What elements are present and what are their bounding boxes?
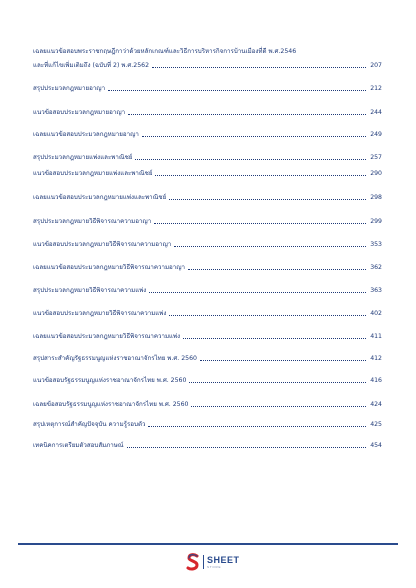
dot-leader xyxy=(128,114,366,115)
dot-leader xyxy=(154,223,366,224)
toc-entry xyxy=(33,287,382,295)
toc-page-number: 416 xyxy=(370,377,382,384)
toc-entry-title: เฉลยข้อสอบรัฐธรรมนูญแห่งราชอาณาจักรไทย พ.ศ. 2560 xyxy=(33,401,189,408)
dot-leader xyxy=(127,447,366,448)
toc-entry-title: แนวข้อสอบรัฐธรรมนูญแห่งราชอาณาจักรไทย พ.ศ. 2560 xyxy=(33,377,187,384)
toc-page-number: 207 xyxy=(370,62,382,69)
toc-page-number: 353 xyxy=(370,241,382,248)
toc-entry-title: เฉลยแนวข้อสอบประมวลกฎหมายวิธีพิจารณาความแพ่ง xyxy=(33,333,181,340)
toc-entry xyxy=(33,131,382,139)
toc-entry-title: สรุปประมวลกฎหมายวิธีพิจารณาความอาญา xyxy=(33,218,152,225)
dot-leader xyxy=(152,67,366,68)
dot-leader xyxy=(155,175,366,176)
toc-entry xyxy=(33,170,382,178)
logo-subword: STORE xyxy=(207,564,222,569)
toc-entry-title: สรุปประมวลกฎหมายวิธีพิจารณาความแพ่ง xyxy=(33,287,147,294)
toc-entry xyxy=(33,355,382,363)
toc-entry xyxy=(33,377,382,385)
dot-leader xyxy=(142,136,366,137)
toc-page-number: 412 xyxy=(370,355,382,362)
dot-leader xyxy=(149,292,366,293)
dot-leader xyxy=(148,426,366,427)
toc-entry xyxy=(33,85,382,93)
toc-entry xyxy=(33,154,382,162)
toc-entry-title: สรุปสาระสำคัญรัฐธรรมนูญแห่งราชอาณาจักรไทย พ.ศ. 2560 xyxy=(33,355,197,362)
toc-page-number: 402 xyxy=(370,310,382,317)
toc-page-number: 424 xyxy=(370,401,382,408)
toc-entry xyxy=(33,310,382,318)
toc-entry xyxy=(33,109,382,117)
toc-entry-title: สรุปประมวลกฎหมายอาญา xyxy=(33,85,106,92)
footer-divider xyxy=(18,543,398,545)
toc-entry xyxy=(33,48,382,70)
dot-leader xyxy=(135,159,366,160)
toc-entry-title: แนวข้อสอบประมวลกฎหมายวิธีพิจารณาความอาญา xyxy=(33,241,172,248)
toc-page-number: 411 xyxy=(370,333,382,340)
toc-entry-title: เฉลยแนวข้อสอบพระราชกฤษฎีกาว่าด้วยหลักเกณฑ์และวิธีการบริหารกิจการบ้านเมืองที่ดี พ.ศ.2546 xyxy=(33,48,297,55)
s-logo-icon xyxy=(186,553,200,571)
toc-page-number: 212 xyxy=(370,85,382,92)
toc-page-number: 290 xyxy=(370,170,382,177)
toc-page-number: 244 xyxy=(370,109,382,116)
dot-leader xyxy=(188,269,366,270)
dot-leader xyxy=(169,315,366,316)
toc-entry-title: สรุปเหตุการณ์สำคัญปัจจุบัน ความรู้รอบตัว xyxy=(33,421,146,428)
dot-leader xyxy=(189,382,366,383)
logo-divider xyxy=(203,555,204,569)
toc-page-number: 362 xyxy=(370,264,382,271)
logo-text xyxy=(207,556,240,569)
toc-entry xyxy=(33,442,382,450)
toc-entry-title: แนวข้อสอบประมวลกฎหมายวิธีพิจารณาความแพ่ง xyxy=(33,310,167,317)
toc-page-number: 425 xyxy=(370,421,382,428)
toc-page-number: 454 xyxy=(370,442,382,449)
toc-entry-title: แนวข้อสอบประมวลกฎหมายแพ่งและพาณิชย์ xyxy=(33,170,153,177)
page-footer xyxy=(0,537,416,588)
dot-leader xyxy=(191,406,366,407)
dot-leader xyxy=(200,360,366,361)
dot-leader xyxy=(183,338,366,339)
toc-page-number: 249 xyxy=(370,131,382,138)
toc-entry-title: เทคนิคการเตรียมตัวสอบสัมภาษณ์ xyxy=(33,442,124,449)
toc-entry-title: เฉลยแนวข้อสอบประมวลกฎหมายอาญา xyxy=(33,131,139,138)
toc-entry-title-continued: และที่แก้ไขเพิ่มเติมถึง (ฉบับที่ 2) พ.ศ.2562 xyxy=(33,62,150,69)
toc-entry xyxy=(33,421,382,429)
toc-page-number: 299 xyxy=(370,218,382,225)
toc-entry xyxy=(33,264,382,272)
toc-entry-title: เฉลยแนวข้อสอบประมวลกฎหมายวิธีพิจารณาความอาญา xyxy=(33,264,185,271)
toc-entry xyxy=(33,194,382,202)
toc-page-number: 298 xyxy=(370,194,382,201)
toc-entry xyxy=(33,218,382,226)
logo-word: SHEET xyxy=(207,554,240,565)
toc-entry-title: สรุปประมวลกฎหมายแพ่งและพาณิชย์ xyxy=(33,154,133,161)
dot-leader xyxy=(108,90,366,91)
toc-page-number: 363 xyxy=(370,287,382,294)
toc-entry-title: แนวข้อสอบประมวลกฎหมายอาญา xyxy=(33,109,126,116)
toc-entry xyxy=(33,401,382,409)
toc-page-number: 257 xyxy=(370,154,382,161)
toc-entry xyxy=(33,333,382,341)
sheet-store-logo xyxy=(186,551,240,573)
dot-leader xyxy=(174,246,366,247)
toc-entry xyxy=(33,241,382,249)
toc-entry-title: เฉลยแนวข้อสอบประมวลกฎหมายแพ่งและพาณิชย์ xyxy=(33,194,167,201)
dot-leader xyxy=(169,199,366,200)
